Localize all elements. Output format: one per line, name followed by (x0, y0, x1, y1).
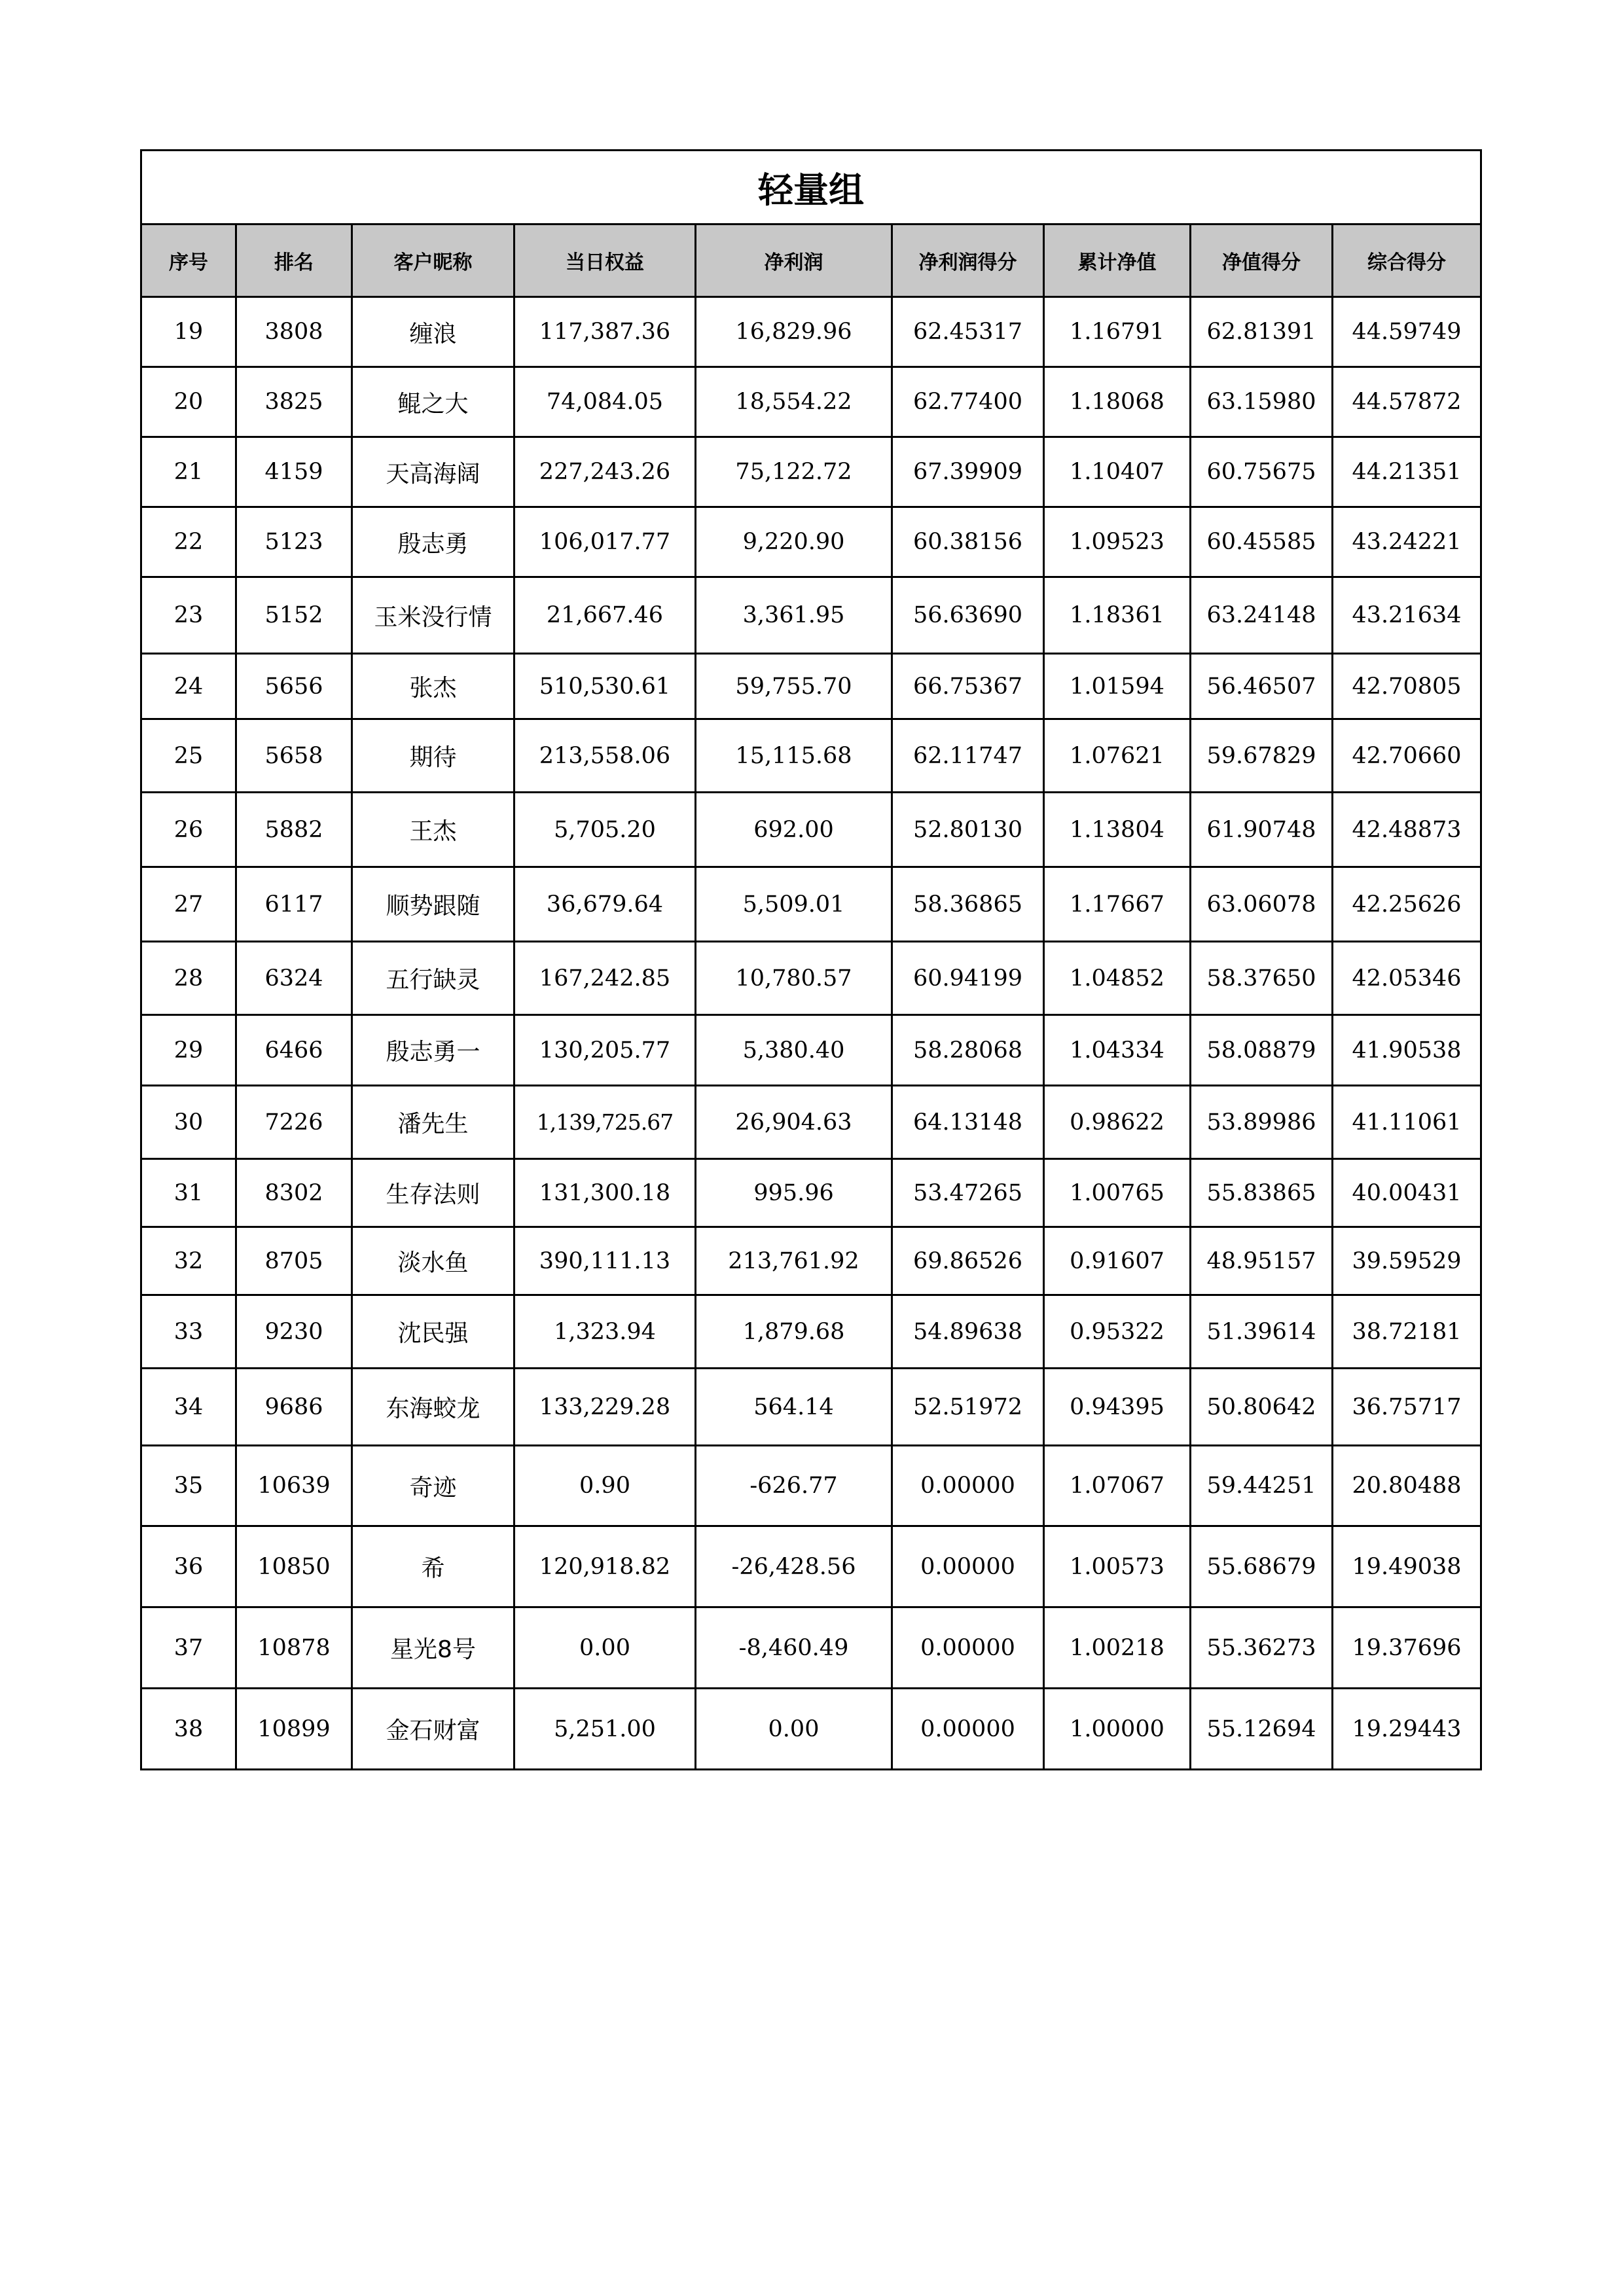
net-profit-cell: 59,755.70 (696, 654, 892, 719)
equity-cell: 106,017.77 (514, 507, 696, 577)
col-header-rank: 排名 (236, 224, 352, 297)
nickname-cell: 张杰 (352, 654, 514, 719)
total-score-cell: 42.25626 (1333, 867, 1481, 942)
rank-cell: 5152 (236, 577, 352, 654)
col-header-total-score: 综合得分 (1333, 224, 1481, 297)
table-title: 轻量组 (141, 151, 1481, 224)
nickname-cell: 淡水鱼 (352, 1227, 514, 1295)
nav-score-cell: 55.36273 (1191, 1607, 1333, 1689)
nickname-cell: 期待 (352, 719, 514, 793)
cum-nav-cell: 1.04852 (1044, 942, 1191, 1015)
col-header-nav-score: 净值得分 (1191, 224, 1333, 297)
total-score-cell: 38.72181 (1333, 1295, 1481, 1369)
nickname-cell: 鲲之大 (352, 367, 514, 437)
nav-score-cell: 63.24148 (1191, 577, 1333, 654)
net-profit-cell: 213,761.92 (696, 1227, 892, 1295)
cum-nav-cell: 1.00765 (1044, 1159, 1191, 1227)
nickname-cell: 缠浪 (352, 297, 514, 367)
rank-cell: 8302 (236, 1159, 352, 1227)
col-header-equity: 当日权益 (514, 224, 696, 297)
total-score-cell: 42.48873 (1333, 793, 1481, 867)
nav-score-cell: 50.80642 (1191, 1369, 1333, 1446)
table-row (141, 507, 1481, 577)
total-score-cell: 41.90538 (1333, 1015, 1481, 1086)
cum-nav-cell: 1.00000 (1044, 1689, 1191, 1770)
table-row (141, 1295, 1481, 1369)
nav-score-cell: 51.39614 (1191, 1295, 1333, 1369)
nickname-cell: 殷志勇一 (352, 1015, 514, 1086)
total-score-cell: 19.49038 (1333, 1526, 1481, 1607)
nickname-cell: 五行缺灵 (352, 942, 514, 1015)
net-profit-cell: 1,879.68 (696, 1295, 892, 1369)
profit-score-cell: 0.00000 (892, 1446, 1044, 1526)
nav-score-cell: 56.46507 (1191, 654, 1333, 719)
total-score-cell: 44.57872 (1333, 367, 1481, 437)
rank-cell: 3808 (236, 297, 352, 367)
profit-score-cell: 60.38156 (892, 507, 1044, 577)
rank-cell: 10639 (236, 1446, 352, 1526)
rank-cell: 6117 (236, 867, 352, 942)
nav-score-cell: 53.89986 (1191, 1086, 1333, 1159)
cum-nav-cell: 0.94395 (1044, 1369, 1191, 1446)
seq-cell: 19 (141, 297, 236, 367)
nav-score-cell: 60.75675 (1191, 437, 1333, 507)
profit-score-cell: 67.39909 (892, 437, 1044, 507)
net-profit-cell: 9,220.90 (696, 507, 892, 577)
net-profit-cell: 5,509.01 (696, 867, 892, 942)
rank-cell: 8705 (236, 1227, 352, 1295)
profit-score-cell: 60.94199 (892, 942, 1044, 1015)
net-profit-cell: -26,428.56 (696, 1526, 892, 1607)
equity-cell: 21,667.46 (514, 577, 696, 654)
seq-cell: 32 (141, 1227, 236, 1295)
total-score-cell: 43.24221 (1333, 507, 1481, 577)
table-row (141, 297, 1481, 367)
nav-score-cell: 61.90748 (1191, 793, 1333, 867)
table-body (141, 297, 1481, 1770)
seq-cell: 33 (141, 1295, 236, 1369)
equity-cell: 213,558.06 (514, 719, 696, 793)
nav-score-cell: 48.95157 (1191, 1227, 1333, 1295)
cum-nav-cell: 1.00573 (1044, 1526, 1191, 1607)
equity-cell: 133,229.28 (514, 1369, 696, 1446)
net-profit-cell: 0.00 (696, 1689, 892, 1770)
table-row (141, 1446, 1481, 1526)
nav-score-cell: 60.45585 (1191, 507, 1333, 577)
nickname-cell: 奇迹 (352, 1446, 514, 1526)
table-row (141, 867, 1481, 942)
total-score-cell: 19.29443 (1333, 1689, 1481, 1770)
equity-cell: 0.90 (514, 1446, 696, 1526)
nav-score-cell: 55.12694 (1191, 1689, 1333, 1770)
rank-cell: 10878 (236, 1607, 352, 1689)
table-row (141, 1369, 1481, 1446)
net-profit-cell: 564.14 (696, 1369, 892, 1446)
equity-cell: 1,323.94 (514, 1295, 696, 1369)
total-score-cell: 40.00431 (1333, 1159, 1481, 1227)
table-row (141, 793, 1481, 867)
total-score-cell: 42.70805 (1333, 654, 1481, 719)
table-header-row (141, 224, 1481, 297)
nickname-cell: 星光8号 (352, 1607, 514, 1689)
seq-cell: 29 (141, 1015, 236, 1086)
cum-nav-cell: 1.07067 (1044, 1446, 1191, 1526)
nickname-cell: 沈民强 (352, 1295, 514, 1369)
profit-score-cell: 56.63690 (892, 577, 1044, 654)
total-score-cell: 44.59749 (1333, 297, 1481, 367)
rank-cell: 5882 (236, 793, 352, 867)
total-score-cell: 44.21351 (1333, 437, 1481, 507)
seq-cell: 34 (141, 1369, 236, 1446)
net-profit-cell: 692.00 (696, 793, 892, 867)
equity-cell: 510,530.61 (514, 654, 696, 719)
table-row (141, 942, 1481, 1015)
col-header-nickname: 客户昵称 (352, 224, 514, 297)
cum-nav-cell: 1.09523 (1044, 507, 1191, 577)
nickname-cell: 潘先生 (352, 1086, 514, 1159)
total-score-cell: 41.11061 (1333, 1086, 1481, 1159)
equity-cell: 227,243.26 (514, 437, 696, 507)
seq-cell: 20 (141, 367, 236, 437)
net-profit-cell: 26,904.63 (696, 1086, 892, 1159)
profit-score-cell: 0.00000 (892, 1526, 1044, 1607)
seq-cell: 31 (141, 1159, 236, 1227)
net-profit-cell: 5,380.40 (696, 1015, 892, 1086)
seq-cell: 37 (141, 1607, 236, 1689)
seq-cell: 26 (141, 793, 236, 867)
nav-score-cell: 63.06078 (1191, 867, 1333, 942)
cum-nav-cell: 1.10407 (1044, 437, 1191, 507)
table-row (141, 1607, 1481, 1689)
cum-nav-cell: 0.98622 (1044, 1086, 1191, 1159)
nav-score-cell: 62.81391 (1191, 297, 1333, 367)
total-score-cell: 36.75717 (1333, 1369, 1481, 1446)
equity-cell: 130,205.77 (514, 1015, 696, 1086)
cum-nav-cell: 0.91607 (1044, 1227, 1191, 1295)
rank-cell: 10899 (236, 1689, 352, 1770)
cum-nav-cell: 1.04334 (1044, 1015, 1191, 1086)
seq-cell: 23 (141, 577, 236, 654)
cum-nav-cell: 0.95322 (1044, 1295, 1191, 1369)
seq-cell: 28 (141, 942, 236, 1015)
col-header-cum-nav: 累计净值 (1044, 224, 1191, 297)
equity-cell: 390,111.13 (514, 1227, 696, 1295)
rank-cell: 7226 (236, 1086, 352, 1159)
rank-cell: 5658 (236, 719, 352, 793)
total-score-cell: 39.59529 (1333, 1227, 1481, 1295)
equity-cell: 5,705.20 (514, 793, 696, 867)
rank-cell: 5123 (236, 507, 352, 577)
table-row (141, 1086, 1481, 1159)
profit-score-cell: 52.80130 (892, 793, 1044, 867)
rank-cell: 4159 (236, 437, 352, 507)
profit-score-cell: 66.75367 (892, 654, 1044, 719)
profit-score-cell: 52.51972 (892, 1369, 1044, 1446)
col-header-profit-score: 净利润得分 (892, 224, 1044, 297)
rank-cell: 9686 (236, 1369, 352, 1446)
table-row (141, 1689, 1481, 1770)
profit-score-cell: 69.86526 (892, 1227, 1044, 1295)
cum-nav-cell: 1.16791 (1044, 297, 1191, 367)
rank-cell: 6324 (236, 942, 352, 1015)
net-profit-cell: 10,780.57 (696, 942, 892, 1015)
seq-cell: 25 (141, 719, 236, 793)
table-row (141, 1159, 1481, 1227)
col-header-seq: 序号 (141, 224, 236, 297)
equity-cell: 36,679.64 (514, 867, 696, 942)
net-profit-cell: 15,115.68 (696, 719, 892, 793)
nickname-cell: 顺势跟随 (352, 867, 514, 942)
total-score-cell: 42.05346 (1333, 942, 1481, 1015)
nav-score-cell: 58.37650 (1191, 942, 1333, 1015)
seq-cell: 30 (141, 1086, 236, 1159)
net-profit-cell: 3,361.95 (696, 577, 892, 654)
rank-cell: 9230 (236, 1295, 352, 1369)
rank-cell: 6466 (236, 1015, 352, 1086)
table-row (141, 719, 1481, 793)
total-score-cell: 20.80488 (1333, 1446, 1481, 1526)
rank-cell: 10850 (236, 1526, 352, 1607)
equity-cell: 1,139,725.67 (514, 1086, 696, 1159)
table-row (141, 1015, 1481, 1086)
nav-score-cell: 59.67829 (1191, 719, 1333, 793)
table-row (141, 1227, 1481, 1295)
nickname-cell: 玉米没行情 (352, 577, 514, 654)
nav-score-cell: 59.44251 (1191, 1446, 1333, 1526)
seq-cell: 22 (141, 507, 236, 577)
seq-cell: 27 (141, 867, 236, 942)
rank-cell: 5656 (236, 654, 352, 719)
profit-score-cell: 53.47265 (892, 1159, 1044, 1227)
nav-score-cell: 63.15980 (1191, 367, 1333, 437)
total-score-cell: 19.37696 (1333, 1607, 1481, 1689)
profit-score-cell: 0.00000 (892, 1689, 1044, 1770)
cum-nav-cell: 1.07621 (1044, 719, 1191, 793)
equity-cell: 5,251.00 (514, 1689, 696, 1770)
equity-cell: 167,242.85 (514, 942, 696, 1015)
table-row (141, 577, 1481, 654)
profit-score-cell: 62.77400 (892, 367, 1044, 437)
net-profit-cell: 995.96 (696, 1159, 892, 1227)
cum-nav-cell: 1.13804 (1044, 793, 1191, 867)
nickname-cell: 希 (352, 1526, 514, 1607)
nickname-cell: 东海蛟龙 (352, 1369, 514, 1446)
net-profit-cell: 75,122.72 (696, 437, 892, 507)
total-score-cell: 43.21634 (1333, 577, 1481, 654)
table-row (141, 437, 1481, 507)
nickname-cell: 殷志勇 (352, 507, 514, 577)
cum-nav-cell: 1.17667 (1044, 867, 1191, 942)
equity-cell: 74,084.05 (514, 367, 696, 437)
cum-nav-cell: 1.01594 (1044, 654, 1191, 719)
table-row (141, 654, 1481, 719)
cum-nav-cell: 1.18361 (1044, 577, 1191, 654)
ranking-table (140, 149, 1482, 1770)
nickname-cell: 生存法则 (352, 1159, 514, 1227)
seq-cell: 35 (141, 1446, 236, 1526)
equity-cell: 0.00 (514, 1607, 696, 1689)
profit-score-cell: 0.00000 (892, 1607, 1044, 1689)
cum-nav-cell: 1.18068 (1044, 367, 1191, 437)
rank-cell: 3825 (236, 367, 352, 437)
seq-cell: 21 (141, 437, 236, 507)
nickname-cell: 金石财富 (352, 1689, 514, 1770)
profit-score-cell: 62.11747 (892, 719, 1044, 793)
nickname-cell: 王杰 (352, 793, 514, 867)
net-profit-cell: -626.77 (696, 1446, 892, 1526)
equity-cell: 131,300.18 (514, 1159, 696, 1227)
profit-score-cell: 58.36865 (892, 867, 1044, 942)
net-profit-cell: 16,829.96 (696, 297, 892, 367)
nav-score-cell: 55.68679 (1191, 1526, 1333, 1607)
table-row (141, 367, 1481, 437)
net-profit-cell: 18,554.22 (696, 367, 892, 437)
ranking-table-container (140, 149, 1480, 1770)
seq-cell: 38 (141, 1689, 236, 1770)
profit-score-cell: 64.13148 (892, 1086, 1044, 1159)
table-row (141, 1526, 1481, 1607)
profit-score-cell: 54.89638 (892, 1295, 1044, 1369)
nav-score-cell: 58.08879 (1191, 1015, 1333, 1086)
seq-cell: 24 (141, 654, 236, 719)
seq-cell: 36 (141, 1526, 236, 1607)
net-profit-cell: -8,460.49 (696, 1607, 892, 1689)
cum-nav-cell: 1.00218 (1044, 1607, 1191, 1689)
equity-cell: 120,918.82 (514, 1526, 696, 1607)
nav-score-cell: 55.83865 (1191, 1159, 1333, 1227)
nickname-cell: 天高海阔 (352, 437, 514, 507)
total-score-cell: 42.70660 (1333, 719, 1481, 793)
profit-score-cell: 58.28068 (892, 1015, 1044, 1086)
col-header-net-profit: 净利润 (696, 224, 892, 297)
equity-cell: 117,387.36 (514, 297, 696, 367)
profit-score-cell: 62.45317 (892, 297, 1044, 367)
